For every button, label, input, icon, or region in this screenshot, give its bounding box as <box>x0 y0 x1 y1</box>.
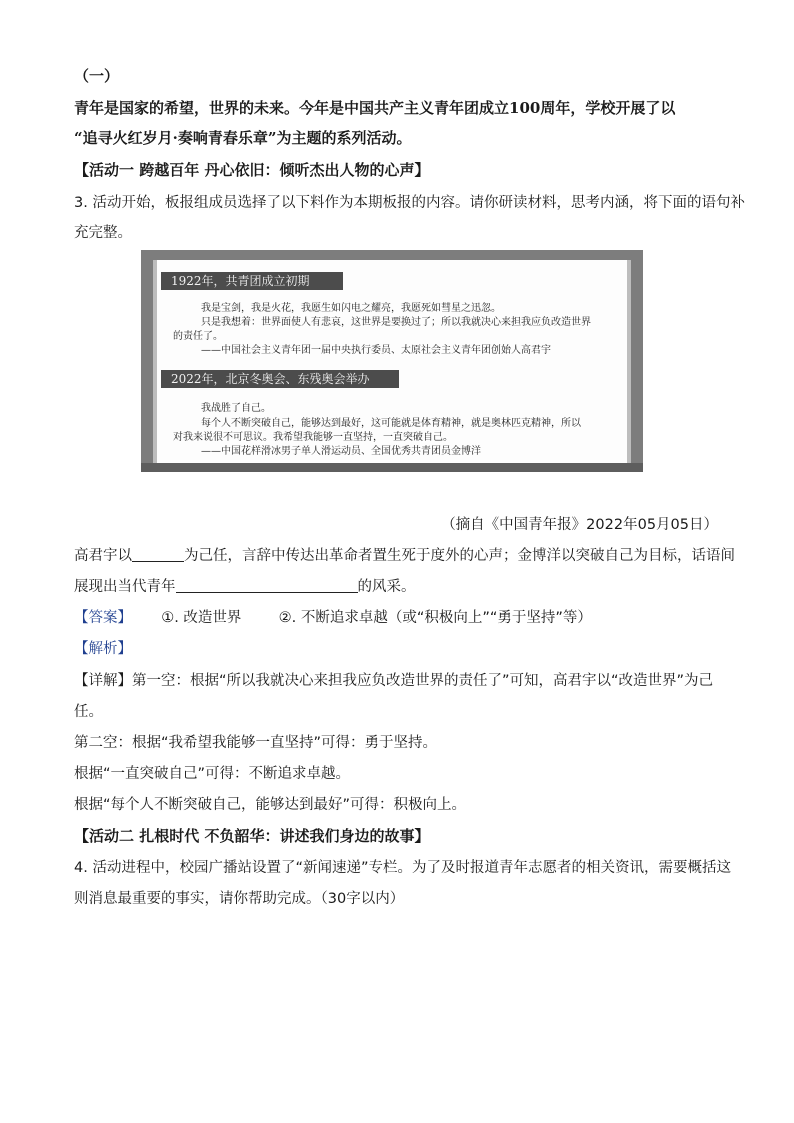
board-heading-1922: 1922年，共青团成立初期 <box>161 272 343 290</box>
board-quote-2-line-3: 对我来说很不可思议。我希望我能够一直坚持，一直突破自己。 <box>173 432 453 443</box>
answer-1: ①. 改造世界 <box>161 610 242 626</box>
fill-sentence-2-end: 的风采。 <box>357 579 416 595</box>
answer-blank-1[interactable] <box>132 546 184 562</box>
board-quote-2-line-2: 每个人不断突破自己，能够达到最好，这可能就是体育精神，就是奥林匹克精神，所以 <box>201 418 581 429</box>
board-quote-1-line-3: 的责任了。 <box>173 331 223 342</box>
board-quote-2-attribution: ——中国花样滑冰男子单人滑运动员、全国优秀共青团员金博洋 <box>201 446 481 457</box>
fill-sentence-2-start: 展现出当代青年 <box>74 579 176 595</box>
intro-line-1: 青年是国家的希望，世界的未来。今年是中国共产主义青年团成立100周年，学校开展了以 <box>74 99 676 117</box>
question-4-line-1: 4. 活动进程中，校园广播站设置了“新闻速递”专栏。为了及时报道青年志愿者的相关资讯，需要概括这 <box>74 860 731 876</box>
answer-2: ②. 不断追求卓越（或“积极向上”“勇于坚持”等） <box>278 610 592 626</box>
intro-line-2: “追寻火红岁月·奏响青春乐章”为主题的系列活动。 <box>74 129 412 147</box>
blackboard-panel <box>153 260 631 463</box>
fill-sentence-1 <box>74 546 734 566</box>
blackboard-image <box>141 250 643 472</box>
detail-line-4: 根据“一直突破自己”可得：不断追求卓越。 <box>74 766 351 782</box>
board-quote-1-line-1: 我是宝剑，我是火花，我愿生如闪电之耀亮，我愿死如彗星之迅忽。 <box>201 303 501 314</box>
board-quote-2-line-1: 我战胜了自己。 <box>201 403 271 414</box>
source-citation: （摘自《中国青年报》2022年05月05日） <box>441 517 718 533</box>
activity-1-title: 【活动一 跨越百年 丹心依旧：倾听杰出人物的心声】 <box>74 161 430 179</box>
detail-line-3: 第二空：根据“我希望我能够一直坚持”可得：勇于坚持。 <box>74 735 438 751</box>
detail-line-5: 根据“每个人不断突破自己，能够达到最好”可得：积极向上。 <box>74 797 467 813</box>
question-3-line-1: 3. 活动开始，板报组成员选择了以下料作为本期板报的内容。请你研读材料，思考内涵，将下面的语句补 <box>74 195 745 211</box>
fill-sentence-1-start: 高君宇以 <box>74 548 132 564</box>
section-number: （一） <box>74 67 120 85</box>
question-4-line-2: 则消息最重要的事实，请你帮助完成。（30字以内） <box>74 891 405 907</box>
blackboard-ledge <box>141 463 643 472</box>
activity-2-title: 【活动二 扎根时代 不负韶华：讲述我们身边的故事】 <box>74 827 430 845</box>
answer-blank-2[interactable] <box>176 577 358 593</box>
analysis-label: 【解析】 <box>74 641 132 657</box>
detail-line-1: 【详解】第一空：根据“所以我就决心来担我应负改造世界的责任了”可知，高君宇以“改造世界”为己 <box>74 673 714 689</box>
answer-row <box>74 608 734 628</box>
question-3-line-2: 充完整。 <box>74 225 132 241</box>
fill-sentence-1-end: 为己任，言辞中传达出革命者置生死于度外的心声；金博洋以突破自己为目标，话语间 <box>184 548 735 564</box>
answer-label: 【答案】 <box>74 610 132 626</box>
detail-line-2: 任。 <box>74 704 103 720</box>
board-heading-2022: 2022年，北京冬奥会、东残奥会举办 <box>161 370 399 388</box>
board-quote-1-attribution: ——中国社会主义青年团一届中央执行委员、太原社会主义青年团创始人高君宇 <box>201 345 551 356</box>
board-quote-1-line-2: 只是我想着：世界面使人有悲哀，这世界是要换过了；所以我就决心来担我应负改造世界 <box>201 317 591 328</box>
fill-sentence-2 <box>74 577 734 597</box>
